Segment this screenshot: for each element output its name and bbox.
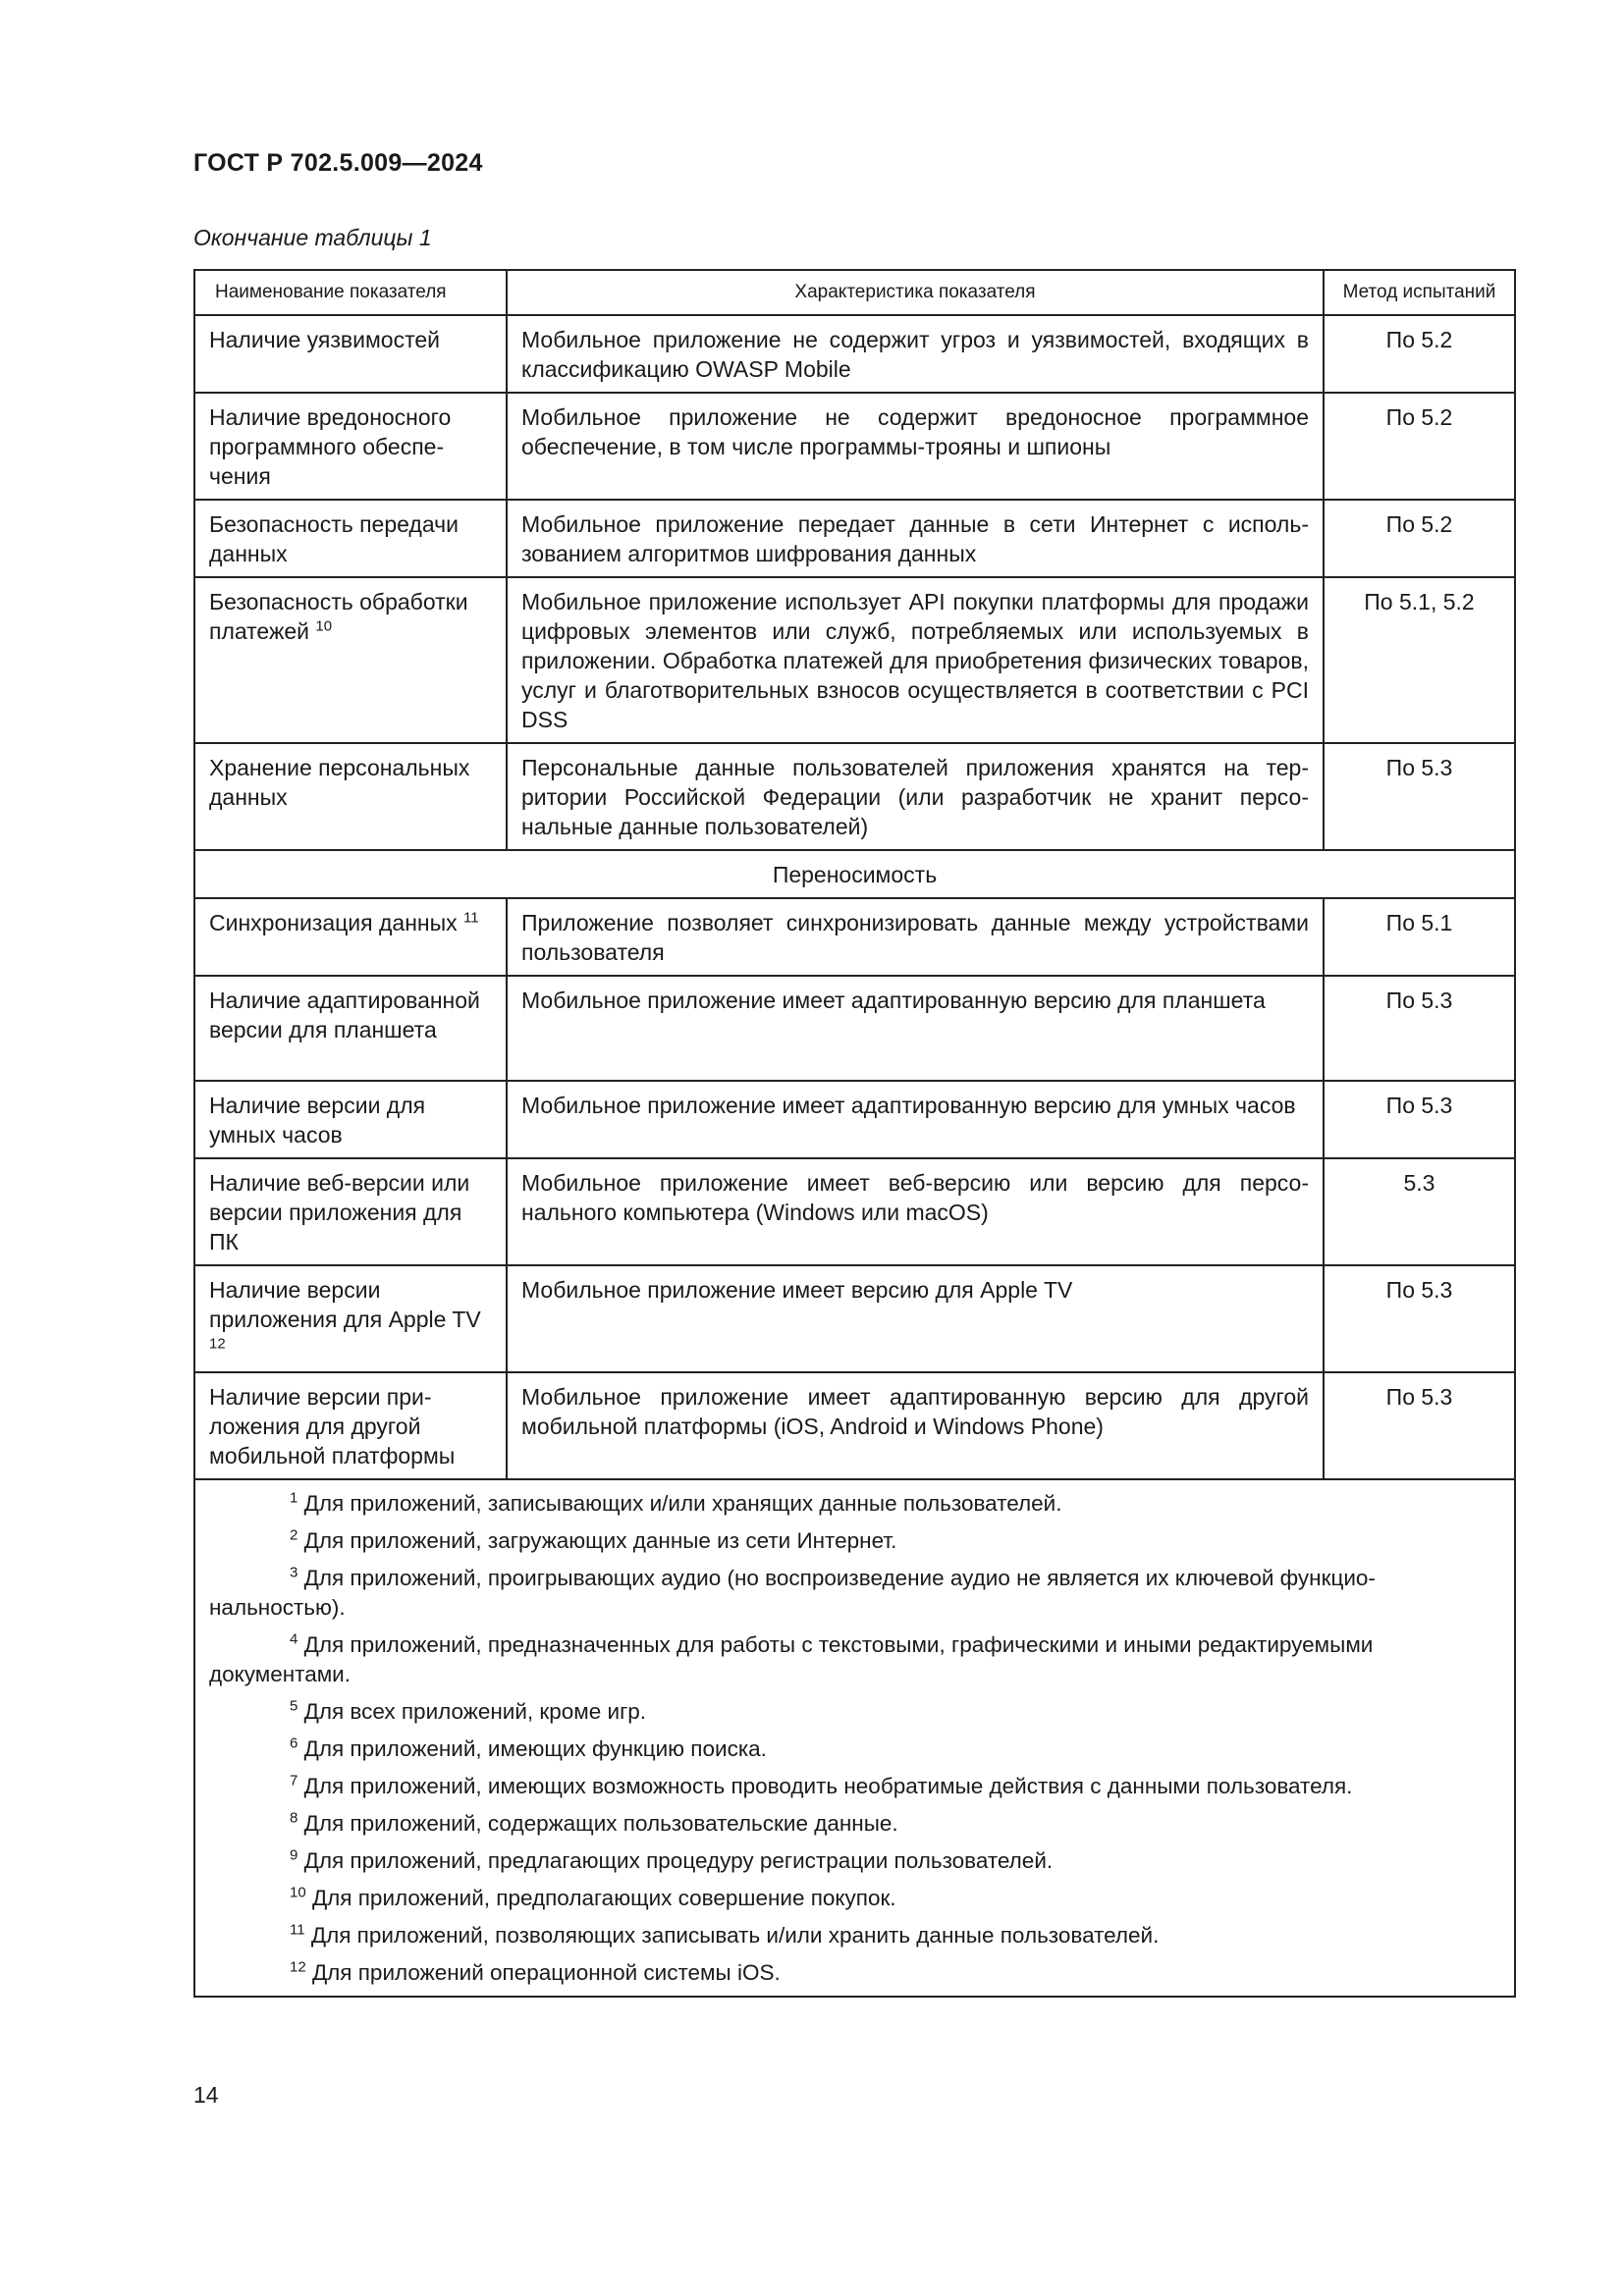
test-method-cell — [1324, 1372, 1515, 1479]
indicator-name-cell-text: Безопасность передачи данных — [209, 511, 459, 566]
test-method-cell — [1324, 1158, 1515, 1265]
footnote-text: Для приложений, имеющих возможность проводить необратимые действия с данными пользователя. — [298, 1774, 1353, 1798]
footnote — [209, 1772, 1500, 1801]
indicator-characteristic-cell-text: Мобильное приложение использует API покупки платформы для продажи цифровых элементов или служб, потребляемых или используемых в приложении. Обработка платежей для приобретения физических товаров, услуг и благотворительных взносов осуществляется в соответствии с PCI DSS — [521, 589, 1309, 732]
test-method-cell — [1324, 1265, 1515, 1372]
indicator-name-cell-text: Наличие версии для умных часов — [209, 1093, 426, 1148]
footnote-ref: 11 — [463, 909, 479, 927]
footnote-number: 6 — [290, 1735, 298, 1752]
footnote-ref: 10 — [315, 617, 333, 635]
footnote-text: Для приложений, предлагающих процедуру регистрации пользователей. — [298, 1848, 1054, 1873]
indicator-characteristic-cell-text: Мобильное приложение передает данные в сети Интернет с использованием алгоритмов шифрования данных — [521, 511, 1309, 566]
footnote-number: 12 — [290, 1958, 306, 1976]
indicator-characteristic-cell-text: Мобильное приложение не содержит вредоносное программное обеспечение, в том числе программы-трояны и шпионы — [521, 404, 1309, 459]
indicator-characteristic-cell-text: Мобильное приложение имеет адаптированную версию для умных часов — [521, 1093, 1296, 1118]
table-row — [194, 898, 1515, 976]
indicator-name-cell-text: Наличие версии приложения для Apple TV — [209, 1277, 481, 1332]
footnote — [209, 1526, 1500, 1556]
footnote-text: Для приложений, позволяющих записывать и/или хранить данные пользователей. — [304, 1923, 1160, 1948]
test-method-cell-text: По 5.3 — [1385, 988, 1453, 1013]
footnote — [209, 1564, 1500, 1623]
indicator-characteristic-cell-text: Мобильное приложение не содержит угроз и уязвимостей, входящих в классификацию OWASP Mobile — [521, 327, 1309, 382]
indicator-name-cell — [194, 1081, 507, 1158]
table-row — [194, 743, 1515, 850]
footnote — [209, 1630, 1500, 1689]
footnote — [209, 1735, 1500, 1764]
document-header: ГОСТ Р 702.5.009—2024 — [193, 149, 483, 177]
table-caption: Окончание таблицы 1 — [193, 225, 432, 250]
footnote-text: Для приложений, проигрывающих аудио (но воспроизведение аудио не является их ключевой функциональностью). — [209, 1566, 1376, 1620]
table-row — [194, 976, 1515, 1081]
footnote-number: 11 — [290, 1921, 305, 1939]
indicator-name-cell-text: Наличие адаптированной версии для планшета — [209, 988, 480, 1042]
test-method-cell — [1324, 315, 1515, 393]
table-row — [194, 577, 1515, 743]
indicator-characteristic-cell — [507, 577, 1324, 743]
footnote-text: Для приложений, предназначенных для работы с текстовыми, графическими и иными редактируемыми документами. — [209, 1632, 1374, 1686]
footnote-number: 5 — [290, 1697, 298, 1715]
test-method-cell-text: По 5.1, 5.2 — [1364, 589, 1475, 614]
indicator-characteristic-cell-text: Мобильное приложение имеет версию для Apple TV — [521, 1277, 1073, 1303]
test-method-cell-text: По 5.2 — [1385, 327, 1453, 352]
test-method-cell-text: По 5.3 — [1385, 1277, 1453, 1303]
indicator-name-cell — [194, 393, 507, 500]
footnote-number: 4 — [290, 1630, 298, 1648]
indicator-name-cell — [194, 976, 507, 1081]
footnote-text: Для всех приложений, кроме игр. — [298, 1699, 647, 1724]
footnotes-row — [194, 1479, 1515, 1997]
indicator-name-cell — [194, 1265, 507, 1372]
indicator-characteristic-cell — [507, 315, 1324, 393]
page-number: 14 — [193, 2082, 219, 2108]
test-method-cell — [1324, 743, 1515, 850]
test-method-cell-text: По 5.1 — [1385, 910, 1453, 935]
test-method-cell — [1324, 500, 1515, 577]
test-method-cell — [1324, 898, 1515, 976]
indicator-characteristic-cell — [507, 1081, 1324, 1158]
footnote — [209, 1884, 1500, 1913]
table-row — [194, 1081, 1515, 1158]
footnote-text: Для приложений, имеющих функцию поиска. — [298, 1736, 767, 1761]
test-method-cell — [1324, 1081, 1515, 1158]
indicator-characteristic-cell — [507, 393, 1324, 500]
indicator-name-cell — [194, 743, 507, 850]
indicator-name-cell-text: Наличие веб-версии или версии приложения для ПК — [209, 1170, 470, 1255]
indicator-name-cell — [194, 500, 507, 577]
footnote — [209, 1921, 1500, 1950]
table-row — [194, 393, 1515, 500]
table-row — [194, 1372, 1515, 1479]
indicator-name-cell-text: Наличие вредоносного программного обеспечения — [209, 404, 452, 489]
footnote-number: 8 — [290, 1809, 298, 1827]
section-title-portability-text: Переносимость — [772, 862, 938, 887]
indicator-characteristic-cell-text: Персональные данные пользователей приложения хранятся на территории Российской Федерации (или разработчик не хранит персональные данные пользователей) — [521, 755, 1309, 839]
test-method-cell — [1324, 976, 1515, 1081]
indicator-name-cell-text: Наличие версии приложения для другой мобильной платформы — [209, 1384, 456, 1468]
indicator-characteristic-cell — [507, 898, 1324, 976]
indicator-name-cell — [194, 1158, 507, 1265]
indicators-table — [193, 269, 1516, 1998]
footnote-number: 10 — [290, 1884, 306, 1901]
indicator-name-cell — [194, 577, 507, 743]
indicator-characteristic-cell — [507, 500, 1324, 577]
indicator-name-cell — [194, 315, 507, 393]
footnote-number: 2 — [290, 1526, 298, 1544]
footnote-number: 9 — [290, 1846, 298, 1864]
indicator-name-cell — [194, 898, 507, 976]
table-row — [194, 1265, 1515, 1372]
footnote-number: 7 — [290, 1772, 298, 1789]
indicator-name-cell-text: Безопасность обработки платежей — [209, 589, 468, 644]
footnote-text: Для приложений, загружающих данные из сети Интернет. — [298, 1528, 897, 1553]
footnotes-cell — [194, 1479, 1515, 1997]
test-method-cell-text: По 5.3 — [1385, 755, 1453, 780]
table-row — [194, 1158, 1515, 1265]
indicator-name-cell-text: Синхронизация данных — [209, 910, 458, 935]
test-method-cell-text: По 5.2 — [1385, 404, 1453, 430]
footnote — [209, 1809, 1500, 1839]
footnote — [209, 1697, 1500, 1727]
column-header-name: Наименование показателя — [194, 270, 507, 315]
footnote-text: Для приложений операционной системы iOS. — [305, 1960, 781, 1985]
footnote-ref: 12 — [209, 1335, 226, 1353]
column-header-characteristic: Характеристика показателя — [507, 270, 1324, 315]
test-method-cell-text: По 5.2 — [1385, 511, 1453, 537]
table-row — [194, 500, 1515, 577]
test-method-cell-text: По 5.3 — [1385, 1384, 1453, 1410]
indicator-name-cell-text: Наличие уязвимостей — [209, 327, 441, 352]
indicator-name-cell — [194, 1372, 507, 1479]
indicator-characteristic-cell-text: Мобильное приложение имеет адаптированную версию для другой мобильной платформы (iOS, Android и Windows Phone) — [521, 1384, 1309, 1439]
test-method-cell-text: По 5.3 — [1385, 1093, 1453, 1118]
footnote — [209, 1489, 1500, 1519]
indicator-characteristic-cell — [507, 743, 1324, 850]
indicator-characteristic-cell — [507, 976, 1324, 1081]
table-row — [194, 315, 1515, 393]
section-title-portability — [194, 850, 1515, 898]
test-method-cell-text: 5.3 — [1403, 1170, 1435, 1196]
table-header-row — [194, 270, 1515, 315]
footnote — [209, 1958, 1500, 1988]
indicator-characteristic-cell-text: Мобильное приложение имеет веб-версию или версию для персонального компьютера (Windows или macOS) — [521, 1170, 1309, 1225]
test-method-cell — [1324, 577, 1515, 743]
test-method-cell — [1324, 393, 1515, 500]
indicator-characteristic-cell — [507, 1372, 1324, 1479]
footnote-number: 1 — [290, 1489, 298, 1507]
indicator-characteristic-cell-text: Приложение позволяет синхронизировать данные между устройствами пользователя — [521, 910, 1309, 965]
indicator-characteristic-cell-text: Мобильное приложение имеет адаптированную версию для планшета — [521, 988, 1266, 1013]
footnote-text: Для приложений, предполагающих совершение покупок. — [305, 1886, 896, 1910]
footnote-number: 3 — [290, 1564, 298, 1581]
indicator-characteristic-cell — [507, 1158, 1324, 1265]
section-row — [194, 850, 1515, 898]
footnote-text: Для приложений, записывающих и/или хранящих данные пользователей. — [298, 1491, 1062, 1516]
footnote-text: Для приложений, содержащих пользовательские данные. — [298, 1811, 898, 1836]
footnote — [209, 1846, 1500, 1876]
indicator-name-cell-text: Хранение персональных данных — [209, 755, 470, 810]
indicator-characteristic-cell — [507, 1265, 1324, 1372]
column-header-method: Метод испытаний — [1324, 270, 1515, 315]
